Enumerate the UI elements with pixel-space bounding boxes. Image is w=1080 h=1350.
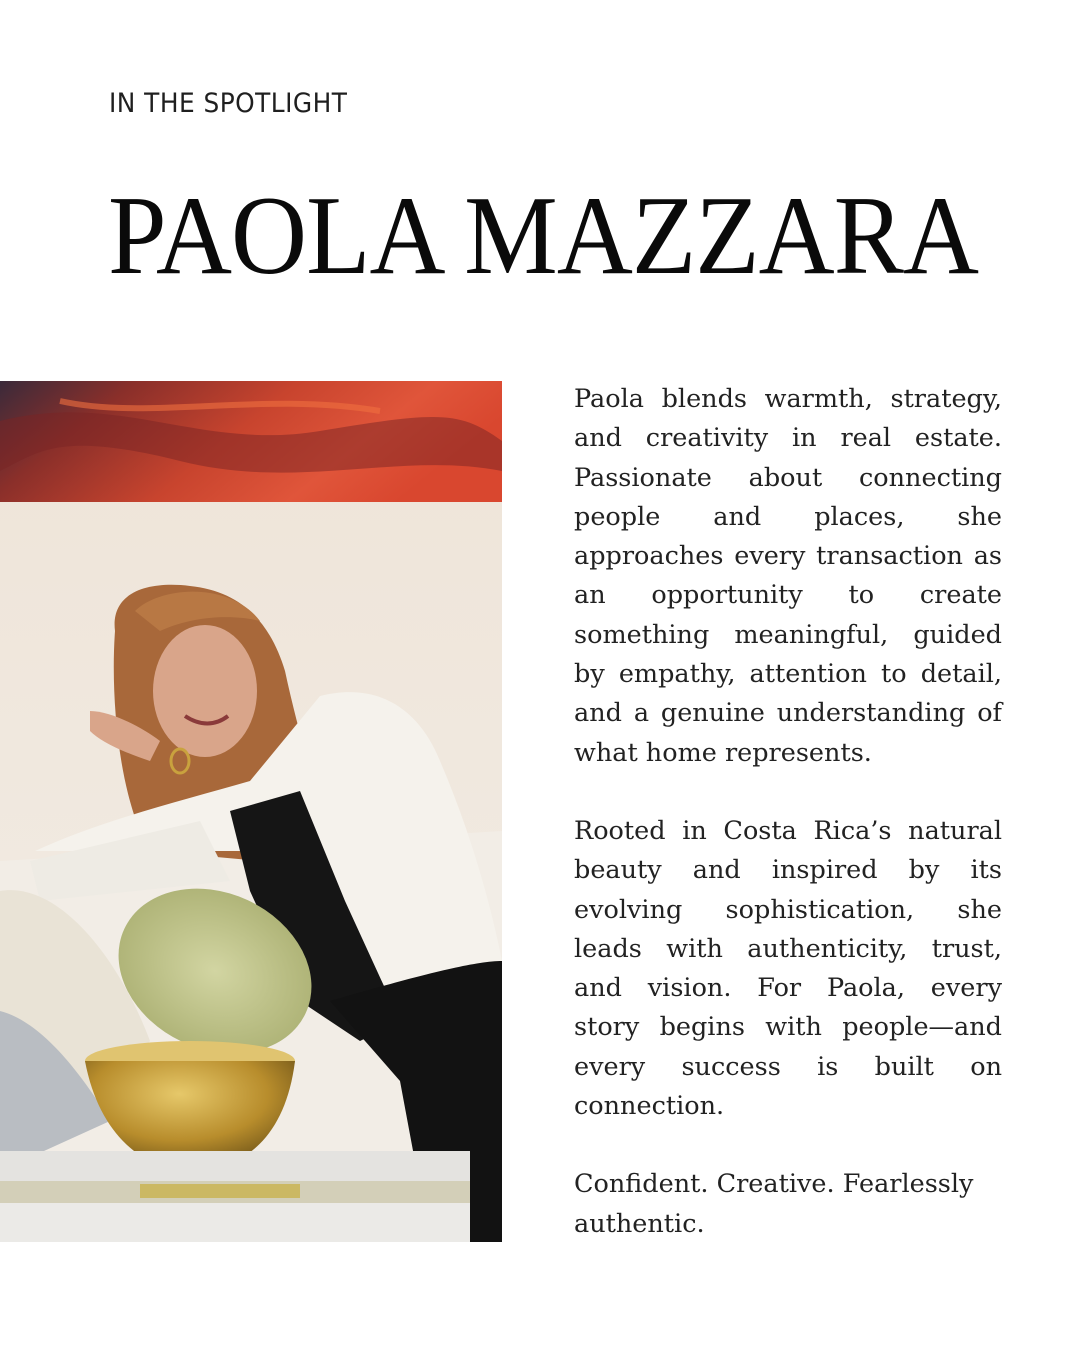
eyebrow-label: IN THE SPOTLIGHT	[109, 88, 348, 119]
bio-paragraph: Paola blends warmth, strategy, and creativity in real estate. Passionate about connecting people and places, she approaches every transaction as an opportunity to create something meaningful, guided by empathy, attention to detail, and a genuine understanding of what home represents.	[574, 384, 1002, 768]
bio-paragraph: Rooted in Costa Rica’s natural beauty and inspired by its evolving sophistication, she leads with authenticity, trust, and vision. For Paola, every story begins with people—and every success is built on connection.	[574, 815, 1002, 1122]
bio-tagline: Confident. Creative. Fearlessly authentic.	[574, 1169, 974, 1239]
portrait-photo	[0, 381, 502, 1242]
bio-text	[574, 380, 1002, 1244]
page-title: PAOLA MAZZARA	[108, 174, 979, 298]
